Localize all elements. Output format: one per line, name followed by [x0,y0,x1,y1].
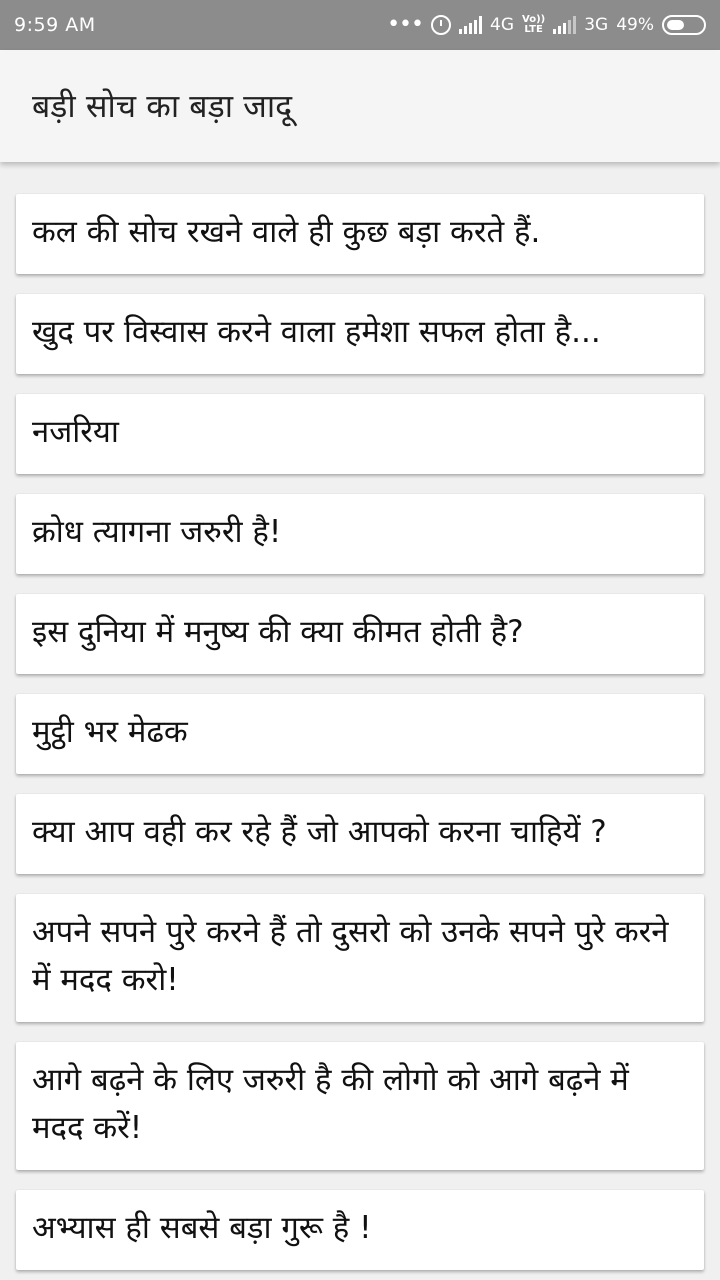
story-card[interactable] [16,494,704,574]
story-title: अभ्यास ही सबसे बड़ा गुरू है ! [32,1210,372,1246]
story-title: मुट्ठी भर मेढक [32,714,188,750]
alarm-icon [431,15,451,35]
story-title: अपने सपने पुरे करने हैं तो दुसरो को उनके सपने पुरे करने में मदद करो! [32,914,669,998]
story-card[interactable] [16,394,704,474]
status-icons [387,14,706,36]
story-card[interactable] [16,794,704,874]
story-card[interactable] [16,294,704,374]
network-type-1: 4G [490,15,514,35]
battery-icon [662,15,706,35]
volte-icon: Vo)) LTE [522,14,546,35]
story-title: खुद पर विस्वास करने वाला हमेशा सफल होता है... [32,314,601,350]
story-title: कल की सोच रखने वाले ही कुछ बड़ा करते हैं. [32,214,541,250]
story-card[interactable] [16,194,704,274]
story-card[interactable] [16,894,704,1022]
app-bar [0,50,720,162]
status-bar [0,0,720,50]
signal-strength-icon [459,16,482,34]
story-title: इस दुनिया में मनुष्य की क्या कीमत होती है? [32,614,524,650]
battery-percent: 49% [616,15,654,35]
more-notifications-icon: ••• [387,12,423,37]
status-time: 9:59 AM [14,14,96,36]
signal-strength-2-icon [553,16,576,34]
network-type-2: 3G [584,15,609,35]
story-card[interactable] [16,594,704,674]
story-title: नजरिया [32,414,119,450]
story-title: क्रोध त्यागना जरुरी है! [32,514,282,550]
story-card[interactable] [16,694,704,774]
app-title: बड़ी सोच का बड़ा जादू [32,87,293,125]
story-card[interactable] [16,1042,704,1170]
story-title: आगे बढ़ने के लिए जरुरी है की लोगो को आगे बढ़ने में मदद करें! [32,1062,629,1146]
story-title: क्या आप वही कर रहे हैं जो आपको करना चाहियें ? [32,814,607,850]
story-card[interactable] [16,1190,704,1270]
battery-level [667,20,684,30]
